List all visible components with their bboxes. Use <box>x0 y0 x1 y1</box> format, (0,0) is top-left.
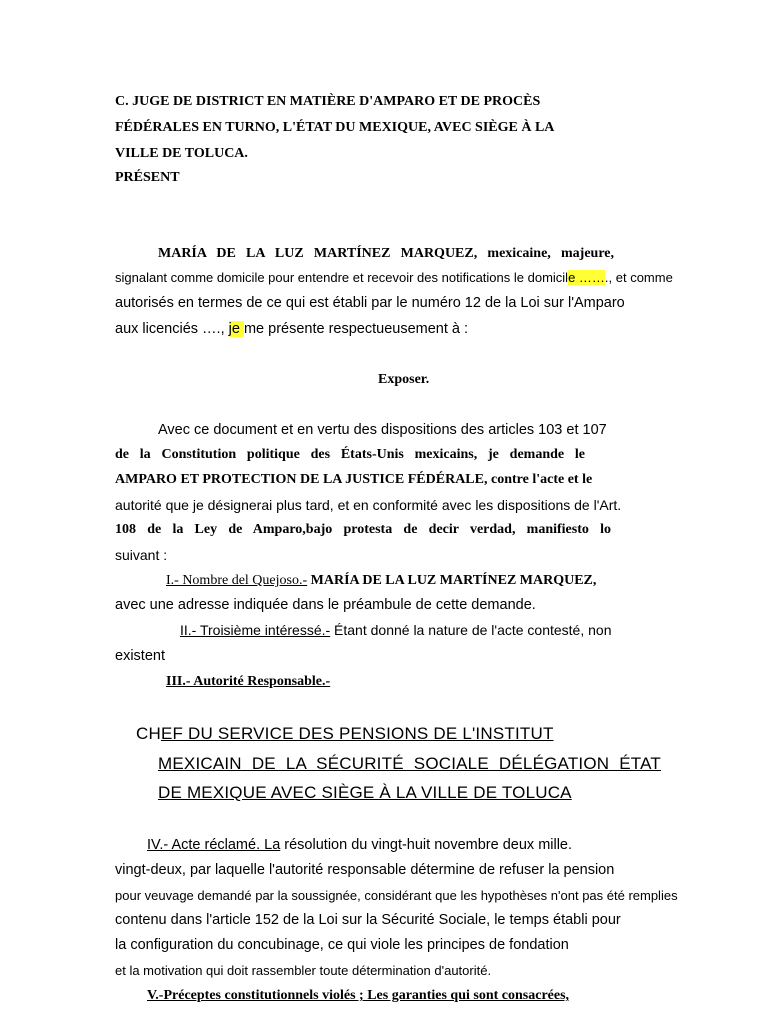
item-3-label-text: III.- Autorité Responsable.- <box>166 674 331 689</box>
amparo-request-bold: AMPARO ET PROTECTION DE LA JUSTICE FÉDÉRALE, <box>115 472 488 487</box>
item-2-line-1 <box>180 622 611 638</box>
intro-line-4-end: me présente respectueusement à : <box>243 321 469 337</box>
item-4-line-6: et la motivation qui doit rassembler toute détermination d'autorité. <box>115 963 492 978</box>
item-2-line-2: existent <box>115 648 165 664</box>
authority-line-1-text: EF DU SERVICE DES PENSIONS DE L'INSTITUT <box>160 724 554 743</box>
intro-highlight-2: je <box>228 321 244 337</box>
body-line-3 <box>115 472 592 488</box>
item-4-line-1 <box>147 837 572 853</box>
body-line-5: 108 de la Ley de Amparo,bajo protesta de decir verdad, manifiesto lo <box>115 522 611 537</box>
intro-line-2-text: signalant comme domicile pour entendre et recevoir des notifications le domicil <box>115 270 569 285</box>
intro-line-2-end: ., et comme <box>604 270 673 285</box>
item-2-text: Étant donné la nature de l'acte contesté, non <box>330 622 612 638</box>
item-4-line-2: vingt-deux, par laquelle l'autorité responsable détermine de refuser la pension <box>115 862 615 878</box>
authority-line-3 <box>158 783 584 803</box>
item-4-line-5: la configuration du concubinage, ce qui viole les principes de fondation <box>115 937 569 953</box>
authority-line-1 <box>136 724 660 744</box>
body-line-2: de la Constitution politique des États-Unis mexicains, je demande le <box>115 447 585 462</box>
authority-line-3-text: DE MEXIQUE AVEC SIÈGE À LA VILLE DE TOLUCA <box>158 783 572 802</box>
intro-line-3: autorisés en termes de ce qui est établi par le numéro 12 de la Loi sur l'Amparo <box>115 295 625 311</box>
section-title: Exposer. <box>378 372 430 387</box>
header-line-3: VILLE DE TOLUCA. <box>115 146 248 161</box>
item-4-text: résolution du vingt-huit novembre deux mille. <box>280 837 573 853</box>
item-4-line-3: pour veuvage demandé par la soussignée, considérant que les hypothèses n'ont pas été remplies <box>115 888 678 903</box>
intro-line-4-text: aux licenciés …., <box>115 321 229 337</box>
body-line-1: Avec ce document et en vertu des dispositions des articles 103 et 107 <box>158 422 607 438</box>
body-line-6: suivant : <box>115 547 168 563</box>
header-line-4: PRÉSENT <box>115 170 180 185</box>
intro-line-1: MARÍA DE LA LUZ MARTÍNEZ MARQUEZ, mexicaine, majeure, <box>158 246 614 261</box>
item-1-line-1 <box>166 573 596 589</box>
item-1-line-2: avec une adresse indiquée dans le préambule de cette demande. <box>115 597 536 613</box>
item-5-label: V.-Préceptes constitutionnels violés ; Les garanties qui sont consacrées, <box>147 988 570 1003</box>
authority-line-2: MEXICAIN DE LA SÉCURITÉ SOCIALE DÉLÉGATION ÉTAT <box>158 754 661 773</box>
header-line-1: C. JUGE DE DISTRICT EN MATIÈRE D'AMPARO ET DE PROCÈS <box>115 94 541 109</box>
item-3-label <box>166 674 360 690</box>
item-4-line-4: contenu dans l'article 152 de la Loi sur la Sécurité Sociale, le temps établi pour <box>115 912 621 928</box>
intro-line-4 <box>115 321 468 337</box>
body-line-3-rest: contre l'acte et le <box>487 472 593 487</box>
header-line-2: FÉDÉRALES EN TURNO, L'ÉTAT DU MEXIQUE, AVEC SIÈGE À LA <box>115 120 555 135</box>
authority-line-1-start: CH <box>136 724 161 743</box>
item-1-label: I.- Nombre del Quejoso.- <box>166 573 308 588</box>
body-line-4: autorité que je désignerai plus tard, et en conformité avec les dispositions de l'Art. <box>115 497 622 513</box>
item-2-label: II.- Troisième intéressé.- <box>180 622 331 638</box>
item-1-name: MARÍA DE LA LUZ MARTÍNEZ MARQUEZ, <box>307 573 597 588</box>
intro-line-2 <box>115 270 673 285</box>
item-4-label: IV.- Acte réclamé. La <box>147 837 281 853</box>
intro-highlight-1: e …… <box>568 270 605 285</box>
